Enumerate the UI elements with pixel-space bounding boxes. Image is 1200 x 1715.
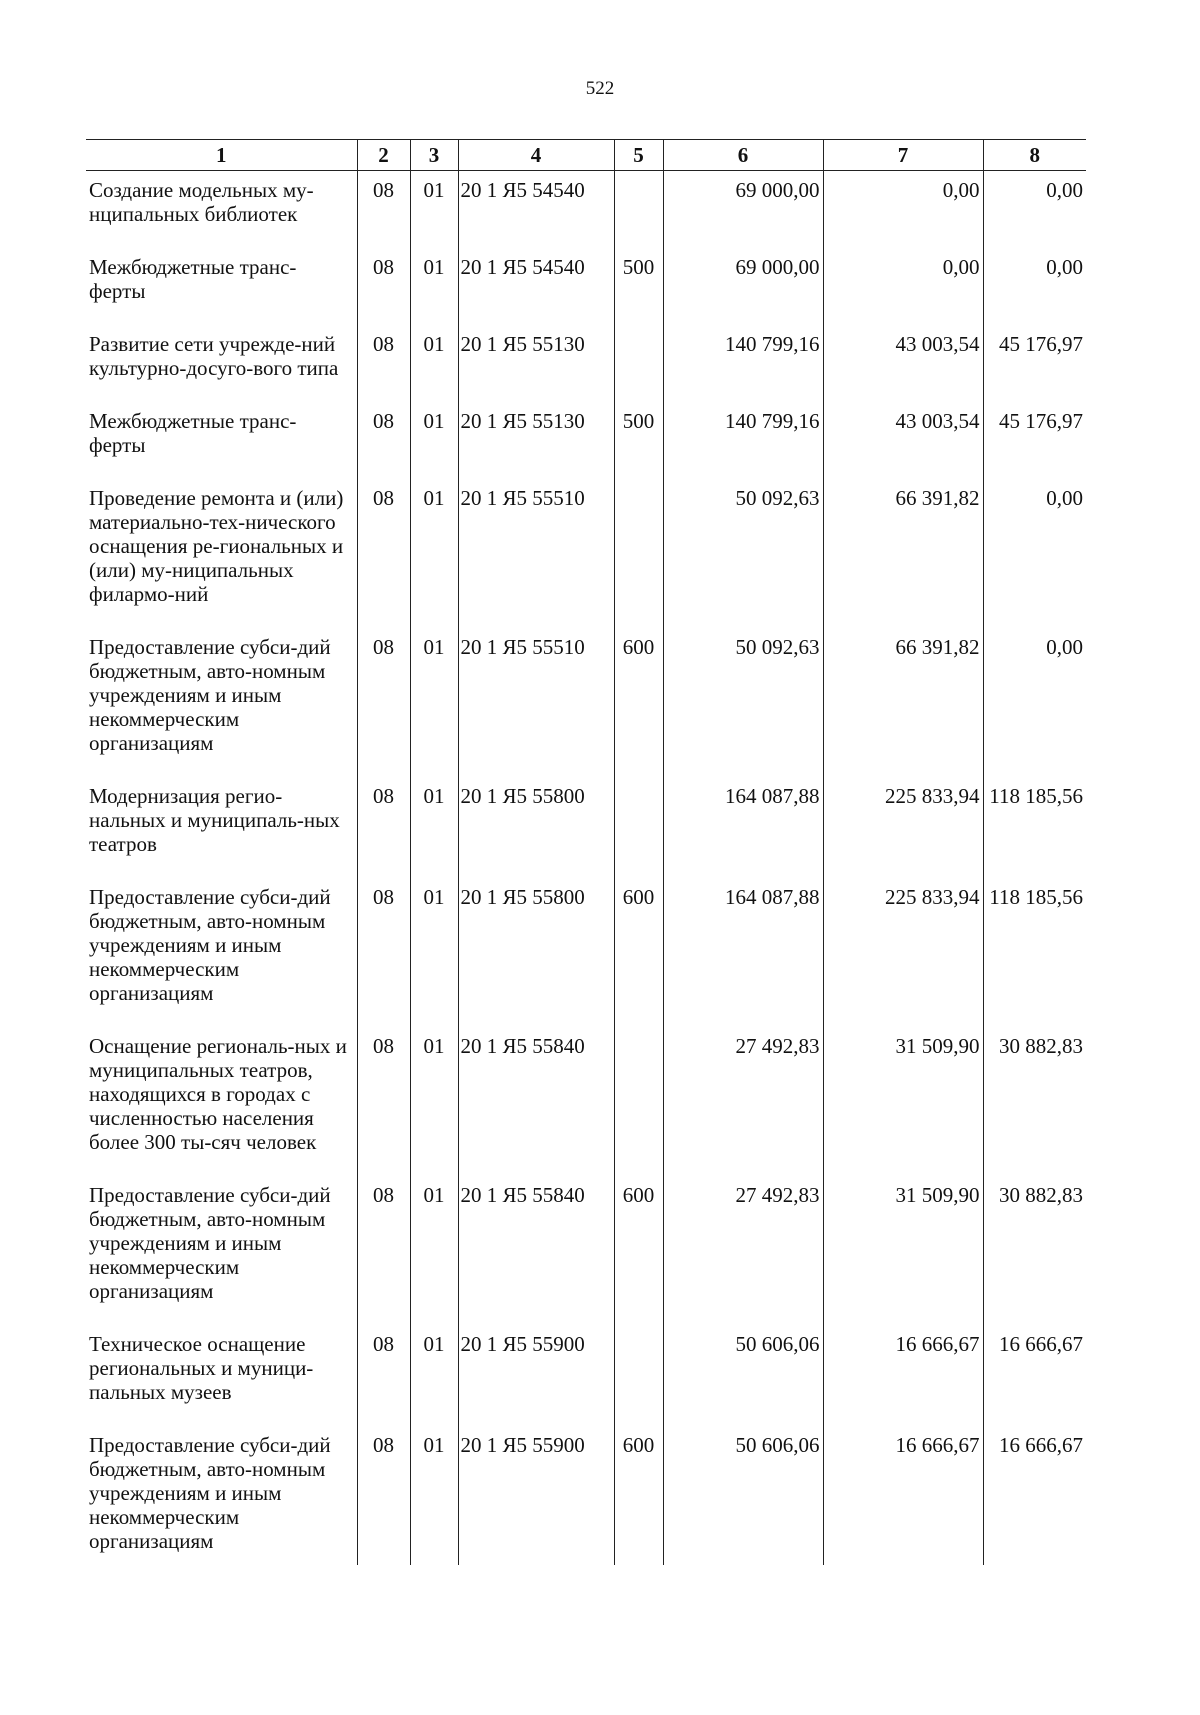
- column-header: 7: [823, 140, 983, 171]
- table-row: [86, 628, 1086, 777]
- subsection-code: 01: [410, 628, 458, 777]
- target-code: 20 1 Я5 55800: [458, 878, 614, 1027]
- expense-type-code: [614, 1325, 663, 1426]
- amount-col-8: 45 176,97: [983, 325, 1086, 402]
- item-name: Модернизация регио-нальных и муниципаль-ных театров: [89, 784, 340, 856]
- expense-type-code: [614, 171, 663, 249]
- item-name: Предоставление субси-дий бюджетным, авто-номным учреждениям и иным некоммерческим организациям: [89, 885, 331, 1005]
- amount-col-7: 43 003,54: [823, 325, 983, 402]
- section-code: 08: [357, 479, 410, 628]
- subsection-code: 01: [410, 402, 458, 479]
- subsection-code: 01: [410, 1426, 458, 1565]
- section-code: 08: [357, 1027, 410, 1176]
- subsection-code: 01: [410, 479, 458, 628]
- amount-col-7: 225 833,94: [823, 777, 983, 878]
- section-code: 08: [357, 1325, 410, 1426]
- column-header: 5: [614, 140, 663, 171]
- target-code: 20 1 Я5 55510: [458, 479, 614, 628]
- budget-table: [86, 139, 1086, 1565]
- amount-col-7: 31 509,90: [823, 1176, 983, 1325]
- section-code: 08: [357, 628, 410, 777]
- item-name: Предоставление субси-дий бюджетным, авто-номным учреждениям и иным некоммерческим организациям: [89, 1183, 331, 1303]
- item-name: Техническое оснащение региональных и муници-пальных музеев: [89, 1332, 314, 1404]
- amount-col-7: 16 666,67: [823, 1325, 983, 1426]
- table-row: [86, 1426, 1086, 1565]
- item-name: Проведение ремонта и (или) материально-тех-нического оснащения ре-гиональных и (или) му-ниципальных филармо-ний: [89, 486, 344, 606]
- column-header: 6: [663, 140, 823, 171]
- target-code: 20 1 Я5 55900: [458, 1325, 614, 1426]
- item-name: Оснащение региональ-ных и муниципальных театров, находящихся в городах с численностью населения более 300 ты-сяч человек: [89, 1034, 347, 1154]
- amount-col-6: 50 092,63: [663, 479, 823, 628]
- amount-col-7: 66 391,82: [823, 479, 983, 628]
- amount-col-6: 164 087,88: [663, 777, 823, 878]
- expense-type-code: 600: [614, 878, 663, 1027]
- expense-type-code: 600: [614, 1176, 663, 1325]
- amount-col-8: 0,00: [983, 479, 1086, 628]
- column-header: 1: [86, 140, 357, 171]
- amount-col-8: 118 185,56: [983, 878, 1086, 1027]
- expense-type-code: [614, 479, 663, 628]
- amount-col-6: 69 000,00: [663, 171, 823, 249]
- table-row: [86, 878, 1086, 1027]
- amount-col-8: 16 666,67: [983, 1426, 1086, 1565]
- expense-type-code: 500: [614, 248, 663, 325]
- amount-col-6: 164 087,88: [663, 878, 823, 1027]
- amount-col-6: 50 606,06: [663, 1325, 823, 1426]
- amount-col-7: 16 666,67: [823, 1426, 983, 1565]
- table-row: [86, 248, 1086, 325]
- subsection-code: 01: [410, 1325, 458, 1426]
- item-name: Предоставление субси-дий бюджетным, авто-номным учреждениям и иным некоммерческим организациям: [89, 1433, 331, 1553]
- amount-col-6: 140 799,16: [663, 402, 823, 479]
- target-code: 20 1 Я5 55510: [458, 628, 614, 777]
- section-code: 08: [357, 777, 410, 878]
- amount-col-8: 45 176,97: [983, 402, 1086, 479]
- table-row: [86, 777, 1086, 878]
- amount-col-6: 27 492,83: [663, 1027, 823, 1176]
- target-code: 20 1 Я5 54540: [458, 248, 614, 325]
- section-code: 08: [357, 171, 410, 249]
- expense-type-code: [614, 777, 663, 878]
- item-name: Межбюджетные транс-ферты: [89, 409, 297, 457]
- table-row: [86, 325, 1086, 402]
- item-name: Создание модельных му-нципальных библиотек: [89, 178, 314, 226]
- section-code: 08: [357, 325, 410, 402]
- amount-col-7: 31 509,90: [823, 1027, 983, 1176]
- amount-col-8: 30 882,83: [983, 1176, 1086, 1325]
- amount-col-8: 0,00: [983, 248, 1086, 325]
- page-number: 522: [585, 78, 615, 99]
- target-code: 20 1 Я5 54540: [458, 171, 614, 249]
- target-code: 20 1 Я5 55130: [458, 325, 614, 402]
- target-code: 20 1 Я5 55900: [458, 1426, 614, 1565]
- table-row: [86, 1176, 1086, 1325]
- expense-type-code: 600: [614, 628, 663, 777]
- item-name: Развитие сети учрежде-ний культурно-досуго-вого типа: [89, 332, 339, 380]
- amount-col-6: 27 492,83: [663, 1176, 823, 1325]
- table-row: [86, 479, 1086, 628]
- amount-col-6: 50 606,06: [663, 1426, 823, 1565]
- budget-table-container: [86, 139, 1086, 1565]
- item-name: Межбюджетные транс-ферты: [89, 255, 297, 303]
- table-row: [86, 1027, 1086, 1176]
- expense-type-code: [614, 1027, 663, 1176]
- target-code: 20 1 Я5 55840: [458, 1176, 614, 1325]
- amount-col-7: 43 003,54: [823, 402, 983, 479]
- column-header: 4: [458, 140, 614, 171]
- amount-col-6: 69 000,00: [663, 248, 823, 325]
- section-code: 08: [357, 878, 410, 1027]
- target-code: 20 1 Я5 55800: [458, 777, 614, 878]
- subsection-code: 01: [410, 248, 458, 325]
- section-code: 08: [357, 402, 410, 479]
- column-header: 3: [410, 140, 458, 171]
- amount-col-7: 66 391,82: [823, 628, 983, 777]
- subsection-code: 01: [410, 878, 458, 1027]
- section-code: 08: [357, 1426, 410, 1565]
- section-code: 08: [357, 248, 410, 325]
- target-code: 20 1 Я5 55130: [458, 402, 614, 479]
- expense-type-code: 600: [614, 1426, 663, 1565]
- amount-col-8: 16 666,67: [983, 1325, 1086, 1426]
- column-header: 2: [357, 140, 410, 171]
- subsection-code: 01: [410, 325, 458, 402]
- table-row: [86, 171, 1086, 249]
- item-name: Предоставление субси-дий бюджетным, авто-номным учреждениям и иным некоммерческим организациям: [89, 635, 331, 755]
- amount-col-7: 0,00: [823, 248, 983, 325]
- header-row: [86, 140, 1086, 171]
- subsection-code: 01: [410, 777, 458, 878]
- amount-col-6: 140 799,16: [663, 325, 823, 402]
- table-row: [86, 402, 1086, 479]
- subsection-code: 01: [410, 171, 458, 249]
- column-header: 8: [983, 140, 1086, 171]
- subsection-code: 01: [410, 1176, 458, 1325]
- amount-col-8: 0,00: [983, 171, 1086, 249]
- target-code: 20 1 Я5 55840: [458, 1027, 614, 1176]
- subsection-code: 01: [410, 1027, 458, 1176]
- amount-col-7: 225 833,94: [823, 878, 983, 1027]
- table-row: [86, 1325, 1086, 1426]
- amount-col-8: 0,00: [983, 628, 1086, 777]
- amount-col-6: 50 092,63: [663, 628, 823, 777]
- amount-col-8: 30 882,83: [983, 1027, 1086, 1176]
- section-code: 08: [357, 1176, 410, 1325]
- amount-col-7: 0,00: [823, 171, 983, 249]
- expense-type-code: 500: [614, 402, 663, 479]
- amount-col-8: 118 185,56: [983, 777, 1086, 878]
- expense-type-code: [614, 325, 663, 402]
